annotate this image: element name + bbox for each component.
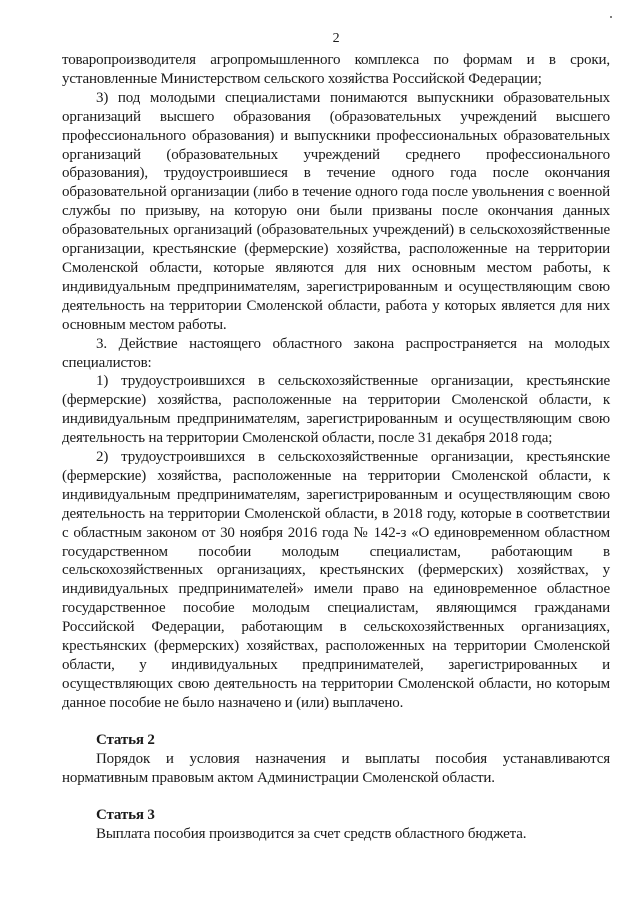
article-heading: Статья 3 (96, 806, 155, 823)
article-3 (62, 806, 610, 844)
document-page (62, 30, 610, 843)
paragraph-scope-item-1: 1) трудоустроившихся в сельскохозяйственные организации, крестьянские (фермерские) хозяйства, расположенные на территории Смоленской области, к индивидуальным предпринимателям, зарегистрированным и осуществляющим свою деятельность на территории Смоленской области, после 31 декабря 2018 года; (62, 373, 610, 447)
article-text: Порядок и условия назначения и выплаты пособия устанавливаются нормативным правовым актом Администрации Смоленской области. (62, 750, 610, 786)
article-heading: Статья 2 (96, 731, 155, 748)
article-text: Выплата пособия производится за счет средств областного бюджета. (96, 825, 527, 842)
paragraph-continuation: товаропроизводителя агропромышленного комплекса по формам и в сроки, установленные Министерством сельского хозяйства Российской Федерации; (62, 52, 610, 87)
article-2 (62, 731, 610, 788)
scan-speck (610, 16, 612, 18)
paragraph-scope-item-2: 2) трудоустроившихся в сельскохозяйственные организации, крестьянские (фермерские) хозяйства, расположенные на территории Смоленской области, к индивидуальным предпринимателям, зарегистрированным и осуществляющим свою деятельность на территории Смоленской области, в 2018 году, которые в соответствии с областным законом от 30 ноября 2016 года № 142-з «О единовременном областном государственном пособии молодым специалистам, работающим в сельскохозяйственных организациях, крестьянских (фермерских) хозяйствах, у индивидуальных предпринимателей» имели право на единовременное областное государственное пособие молодым специалистам, являющимся гражданами Российской Федерации, работающим в сельскохозяйственных организациях, крестьянских (фермерских) хозяйствах, расположенных на территории Смоленской области, у индивидуальных предпринимателей, зарегистрированных и осуществляющих свою деятельность на территории Смоленской области, но которым данное пособие не было назначено и (или) выплачено. (62, 449, 610, 711)
paragraph-definition-young-specialists: 3) под молодыми специалистами понимаются выпускники образовательных организаций высшего образования (образовательных учреждений высшего профессионального образования) и выпускники профессиональных образовательных организаций (образовательных учреждений среднего профессионального образования), трудоустроившиеся в течение одного года после окончания образовательной организации (либо в течение одного года после увольнения с военной службы по призыву, на которую они были призваны после окончания данных образовательных организаций (образовательных учреждений) в сельскохозяйственные организации, крестьянские (фермерские) хозяйства, расположенные на территории Смоленской области, которые являются для них основным местом работы, к индивидуальным предпринимателям, зарегистрированным и осуществляющим свою деятельность на территории Смоленской области, работа у которых является для них основным местом работы. (62, 89, 610, 333)
paragraph-scope: 3. Действие настоящего областного закона распространяется на молодых специалистов: (62, 335, 610, 371)
page-number: 2 (332, 31, 340, 46)
